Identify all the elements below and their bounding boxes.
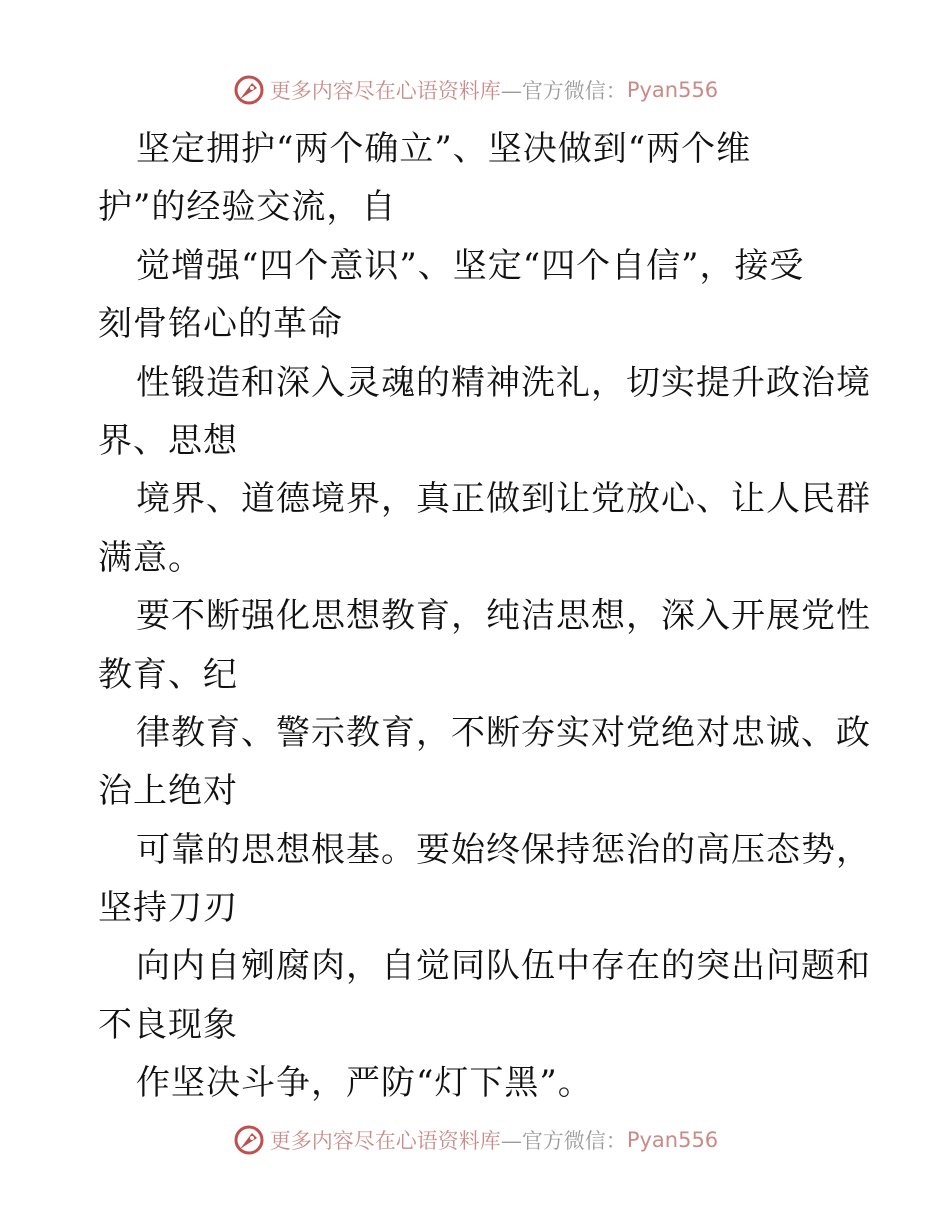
body-line: 教育、纪 <box>98 654 238 695</box>
banner-wechat-id: Pyan556 <box>626 1128 719 1152</box>
body-line: 治上绝对 <box>98 771 238 812</box>
body-line: 作坚决斗争，严防“灯下黑”。 <box>136 1063 593 1104</box>
body-line: 律教育、警示教育，不断夯实对党绝对忠诚、政 <box>136 712 871 753</box>
body-line: 觉增强“四个意识”、坚定“四个自信”，接受 <box>136 245 805 286</box>
body-line: 境界、道德境界，真正做到让党放心、让人民群 <box>136 479 871 520</box>
body-line: 要不断强化思想教育，纯洁思想，深入开展党性 <box>136 596 871 637</box>
body-line: 满意。 <box>98 537 203 578</box>
body-line: 向内自剜腐肉，自觉同队伍中存在的突出问题和 <box>136 946 871 987</box>
body-line: 不良现象 <box>98 1004 238 1045</box>
body-line: 坚持刀刃 <box>98 888 238 929</box>
body-line: 界、思想 <box>98 420 238 461</box>
banner-official-label: —官方微信： <box>500 79 627 103</box>
banner-text: 更多内容尽在心语资料库 <box>269 79 501 103</box>
pen-nib-logo-icon <box>232 73 266 107</box>
banner-official-label: —官方微信： <box>500 1129 627 1153</box>
banner-text: 更多内容尽在心语资料库 <box>269 1129 501 1153</box>
body-line: 刻骨铭心的革命 <box>98 304 343 345</box>
header-watermark-banner <box>0 72 950 108</box>
footer-watermark-banner <box>0 1122 950 1158</box>
body-line: 护”的经验交流，自 <box>98 187 397 228</box>
banner-wechat-id: Pyan556 <box>626 78 719 102</box>
body-line: 可靠的思想根基。要始终保持惩治的高压态势， <box>136 829 871 870</box>
body-line: 性锻造和深入灵魂的精神洗礼，切实提升政治境 <box>136 362 871 403</box>
document-body <box>98 120 871 1113</box>
pen-nib-logo-icon <box>232 1123 266 1157</box>
body-line: 坚定拥护“两个确立”、坚决做到“两个维 <box>136 129 752 169</box>
